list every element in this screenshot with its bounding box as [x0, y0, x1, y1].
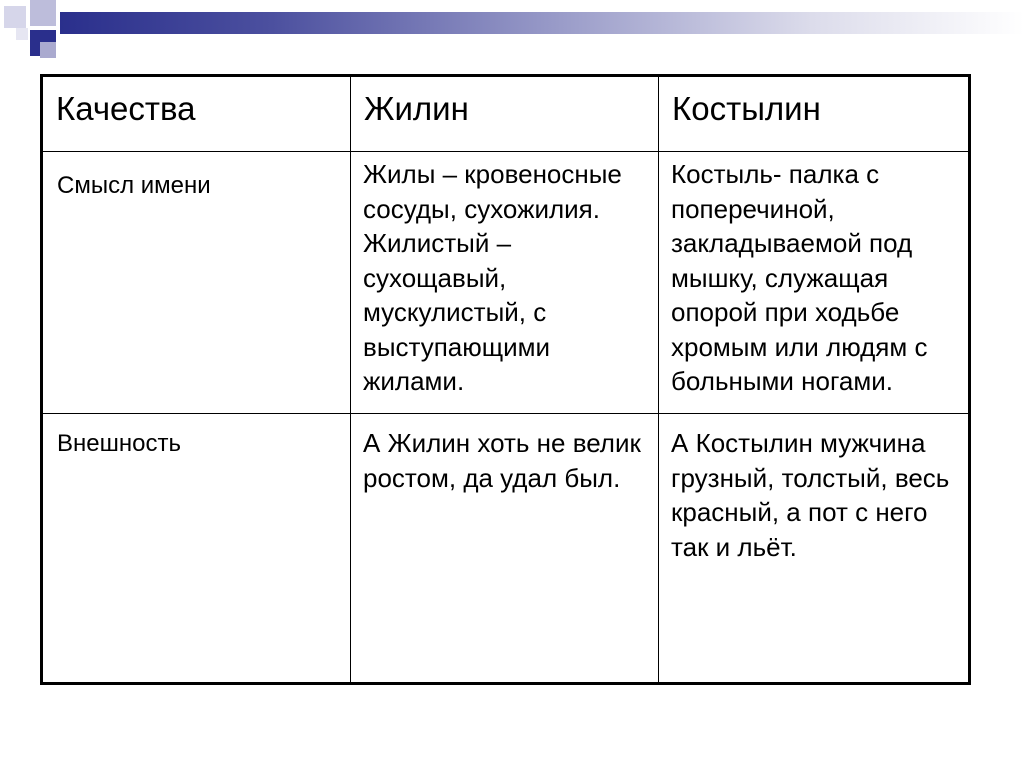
decorative-square [30, 0, 56, 26]
header-kostylin: Костылин [672, 90, 821, 127]
table-row [42, 414, 970, 684]
row-label-appearance: Внешность [57, 430, 181, 457]
kostylin-cell [659, 152, 970, 414]
decorative-square [16, 28, 28, 40]
comparison-table-container [40, 74, 968, 682]
header-qualities: Качества [56, 90, 196, 127]
kostylin-name-meaning: Костыль- палка с поперечиной, закладываемой под мышку, служащая опорой при ходьбе хромым или людям с больными ногами. [671, 159, 928, 396]
header-cell-zhilin [351, 76, 659, 152]
zhilin-cell [351, 152, 659, 414]
zhilin-cell [351, 414, 659, 684]
kostylin-appearance: А Костылин мужчина грузный, толстый, весь красный, а пот с него так и льёт. [671, 428, 950, 562]
zhilin-appearance: А Жилин хоть не велик ростом, да удал был. [363, 428, 641, 493]
kostylin-cell [659, 414, 970, 684]
header-zhilin: Жилин [364, 90, 469, 127]
header-cell-qualities [42, 76, 351, 152]
zhilin-name-meaning: Жилы – кровеносные сосуды, сухожилия. Жилистый – сухощавый, мускулистый, с выступающими жилами. [363, 159, 622, 396]
header-gradient-bar [60, 12, 1024, 34]
row-label-cell [42, 414, 351, 684]
table-header-row [42, 76, 970, 152]
decorative-square [4, 6, 26, 28]
row-label-name-meaning: Смысл имени [57, 172, 211, 199]
header-cell-kostylin [659, 76, 970, 152]
decorative-square [40, 42, 56, 58]
row-label-cell [42, 152, 351, 414]
table-row [42, 152, 970, 414]
comparison-table [40, 74, 971, 685]
